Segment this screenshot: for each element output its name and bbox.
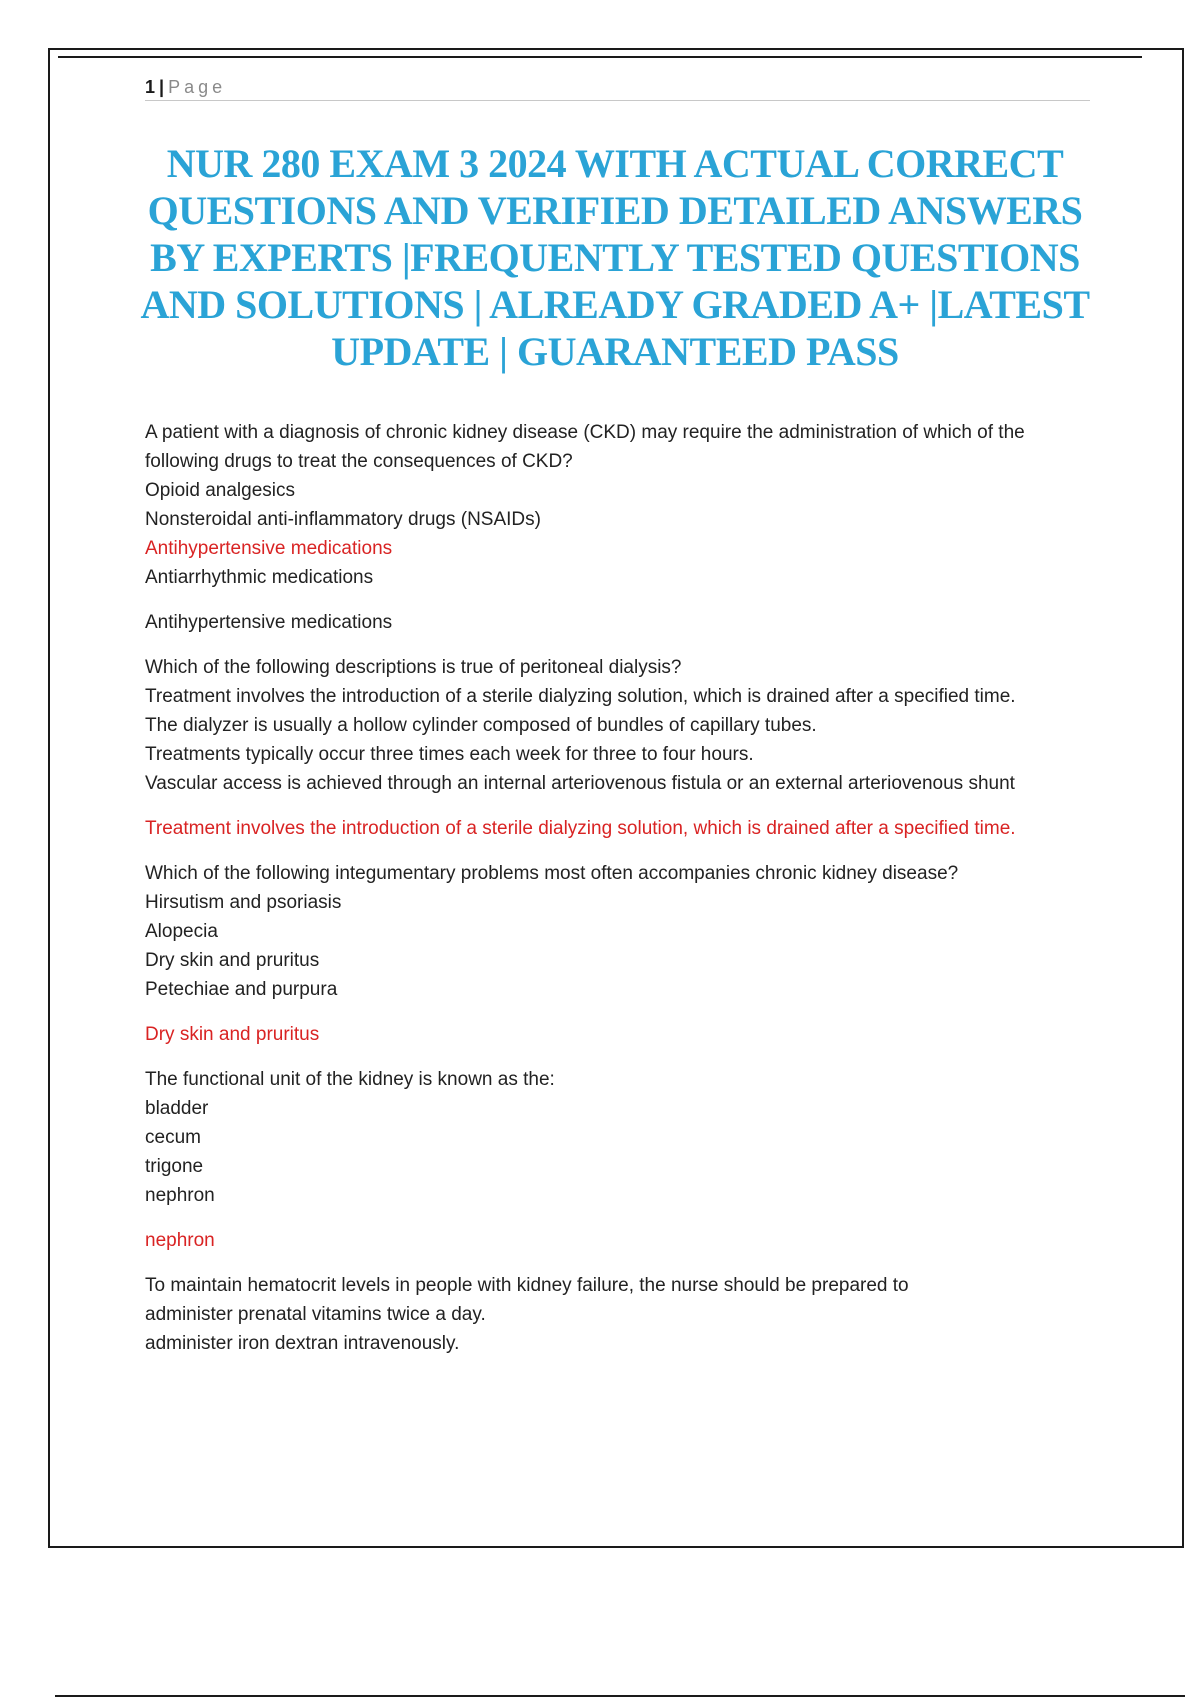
answer-option: Hirsutism and psoriasis <box>145 892 342 913</box>
answer-option: bladder <box>145 1098 209 1119</box>
question-list <box>145 418 1090 1374</box>
correct-answer: Antihypertensive medications <box>145 612 393 633</box>
top-rule <box>58 56 1142 58</box>
answer-option: Vascular access is achieved through an internal arteriovenous fistula or an external arteriovenous shunt <box>145 773 1015 794</box>
question-block <box>145 1271 1090 1358</box>
answer-option: Dry skin and pruritus <box>145 950 320 971</box>
answer-option: Petechiae and purpura <box>145 979 338 1000</box>
answer-option-highlighted: Antihypertensive medications <box>145 538 393 559</box>
page-number: 1 <box>145 77 156 97</box>
correct-answer: Dry skin and pruritus <box>145 1024 320 1045</box>
answer-option: Nonsteroidal anti-inflammatory drugs (NSAIDs) <box>145 509 541 530</box>
question-text: Which of the following integumentary problems most often accompanies chronic kidney disease? <box>145 863 959 884</box>
answer-option: Treatments typically occur three times each week for three to four hours. <box>145 744 754 765</box>
answer-option: cecum <box>145 1127 201 1148</box>
correct-answer: nephron <box>145 1230 215 1251</box>
question-text: Which of the following descriptions is true of peritoneal dialysis? <box>145 657 682 678</box>
page-label: Page <box>168 77 227 97</box>
answer-option: trigone <box>145 1156 204 1177</box>
answer-option: Antiarrhythmic medications <box>145 567 374 588</box>
question-block <box>145 653 1090 843</box>
answer-option: Opioid analgesics <box>145 480 295 501</box>
question-text: The functional unit of the kidney is known as the: <box>145 1069 555 1090</box>
answer-option: The dialyzer is usually a hollow cylinder composed of bundles of capillary tubes. <box>145 715 817 736</box>
question-block <box>145 1065 1090 1255</box>
answer-option: Treatment involves the introduction of a sterile dialyzing solution, which is drained after a specified time. <box>145 686 1016 707</box>
question-block <box>145 859 1090 1049</box>
answer-option: nephron <box>145 1185 215 1206</box>
question-block <box>145 418 1090 637</box>
question-text: A patient with a diagnosis of chronic kidney disease (CKD) may require the administration of which of the following drugs to treat the consequences of CKD? <box>145 422 1025 472</box>
page-separator: | <box>159 77 165 97</box>
question-text: To maintain hematocrit levels in people with kidney failure, the nurse should be prepared to <box>145 1275 909 1296</box>
document-title: NUR 280 EXAM 3 2024 WITH ACTUAL CORRECT QUESTIONS AND VERIFIED DETAILED ANSWERS BY EXPERTS |FREQUENTLY TESTED QUESTIONS AND SOLUTIONS | ALREADY GRADED A+ |LATEST UPDATE | GUARANTEED PASS <box>140 141 1090 374</box>
page-header <box>145 74 1090 101</box>
answer-option: administer iron dextran intravenously. <box>145 1333 460 1354</box>
answer-option: administer prenatal vitamins twice a day. <box>145 1304 486 1325</box>
answer-option: Alopecia <box>145 921 218 942</box>
bottom-rule <box>55 1695 1185 1697</box>
correct-answer: Treatment involves the introduction of a sterile dialyzing solution, which is drained after a specified time. <box>145 818 1016 839</box>
